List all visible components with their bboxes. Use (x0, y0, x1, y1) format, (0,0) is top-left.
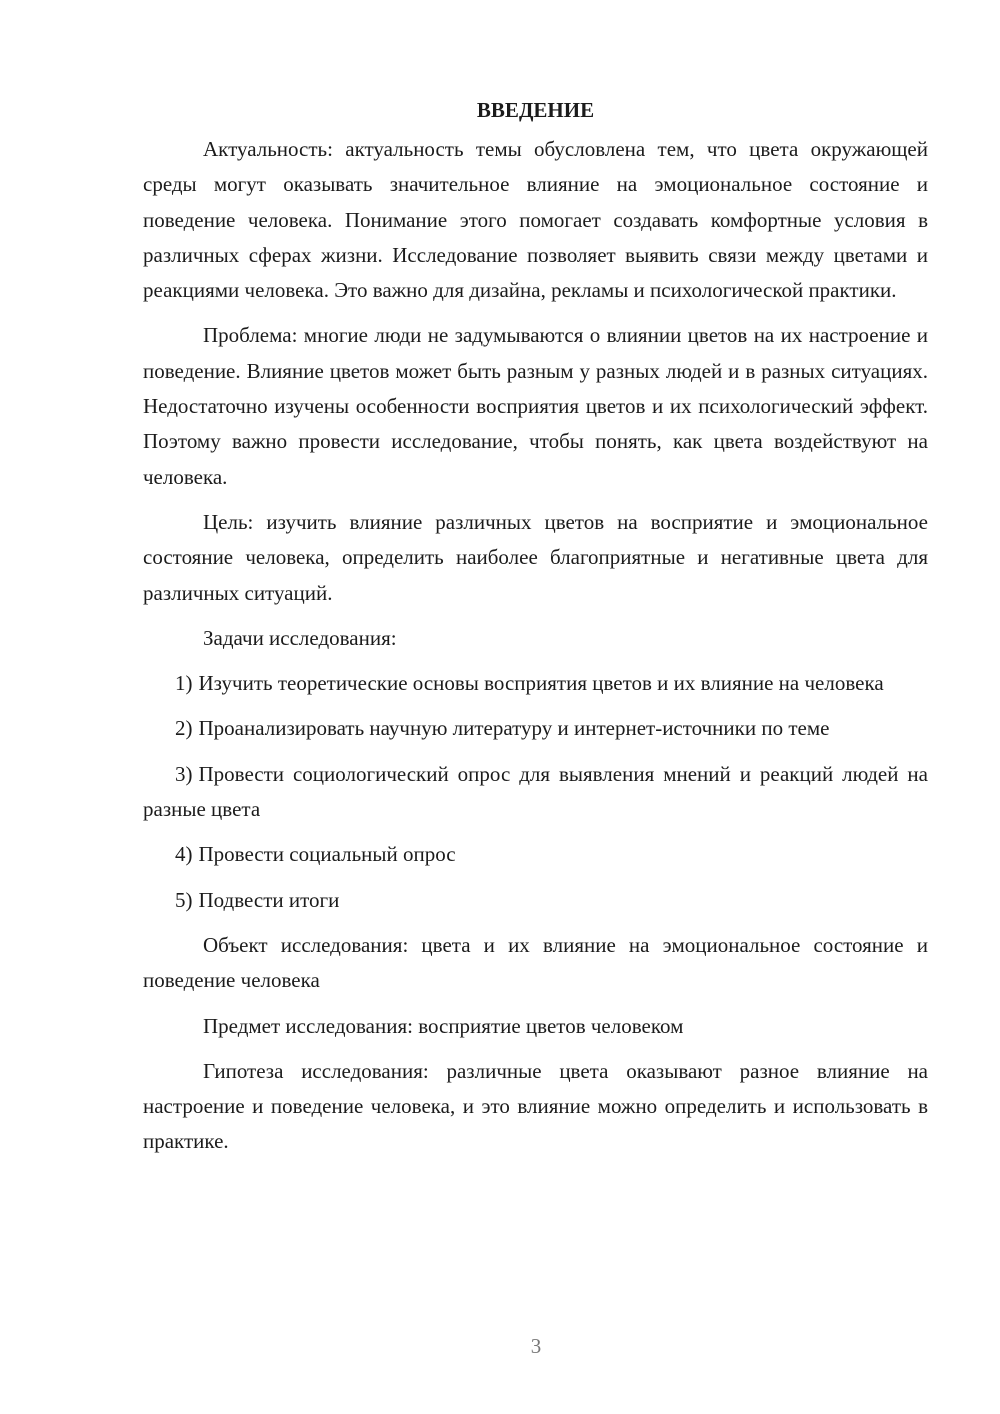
list-item (143, 711, 928, 746)
list-item-number: 2) (175, 716, 193, 741)
list-item-number: 3) (175, 761, 193, 786)
paragraph-subject: Предмет исследования: восприятие цветов человеком (203, 1013, 684, 1038)
list-item-text: Провести социологический опрос для выявления мнений и реакций людей на разные цвета (143, 761, 928, 822)
list-item-text: Провести социальный опрос (198, 842, 456, 867)
paragraph-object: Объект исследования: цвета и их влияние на эмоциональное состояние и поведение человека (143, 932, 928, 993)
paragraph-relevance: Актуальность: актуальность темы обусловлена тем, что цвета окружающей среды могут оказывать значительное влияние на эмоциональное состояние и поведение человека. Понимание этого помогает создавать комфортные условия в различных сферах жизни. Исследование позволяет выявить связи между цветами и реакциями человека. Это важно для дизайна, рекламы и психологической практики. (143, 137, 928, 303)
list-item-text: Изучить теоретические основы восприятия цветов и их влияние на человека (198, 671, 884, 696)
section-title: ВВЕДЕНИЕ (476, 98, 595, 122)
paragraph-problem: Проблема: многие люди не задумываются о влиянии цветов на их настроение и поведение. Влияние цветов может быть разным у разных людей и в разных ситуациях. Недостаточно изучены особенности восприятия цветов и их психологический эффект. Поэтому важно провести исследование, чтобы понять, как цвета воздействуют на человека. (143, 323, 928, 489)
paragraph-goal: Цель: изучить влияние различных цветов на восприятие и эмоциональное состояние человека, определить наиболее благоприятные и негативные цвета для различных ситуаций. (143, 509, 928, 605)
list-item (143, 883, 928, 918)
list-item (143, 757, 928, 828)
list-item-text: Подвести итоги (198, 887, 340, 912)
list-item (143, 837, 928, 872)
tasks-list (143, 666, 928, 918)
list-item-number: 5) (175, 887, 193, 912)
tasks-heading: Задачи исследования: (203, 625, 397, 650)
list-item (143, 666, 928, 701)
paragraph-hypothesis: Гипотеза исследования: различные цвета оказывают разное влияние на настроение и поведение человека, и это влияние можно определить и использовать в практике. (143, 1058, 928, 1154)
list-item-text: Проанализировать научную литературу и интернет-источники по теме (198, 716, 830, 741)
list-item-number: 1) (175, 671, 193, 696)
list-item-number: 4) (175, 842, 193, 867)
page-number: 3 (530, 1334, 542, 1358)
document-page (143, 93, 928, 1170)
